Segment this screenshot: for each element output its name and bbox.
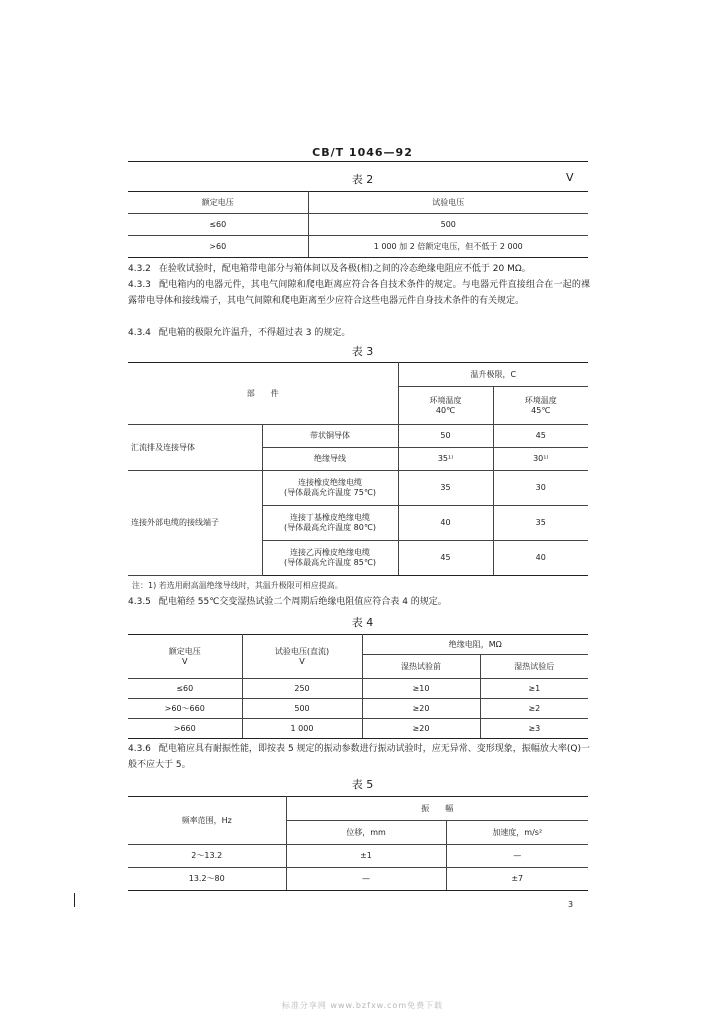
clause-text: 配电箱内的电器元件，其电气间隙和爬电距离应符合各自技术条件的规定。与电器元件直接组合在一起的裸露带电导体和接线端子，其电气间隙和爬电距离至少应符合这些电器元件自身技术条件的有关规定。 <box>128 280 590 306</box>
table5-header-displacement: 位移，mm <box>286 821 446 845</box>
table-cell: 500 <box>242 699 362 719</box>
table-cell: 40 <box>398 506 493 541</box>
table-cell: ≤60 <box>128 679 242 699</box>
table-cell: 带状铜导体 <box>262 425 398 448</box>
table-cell: 绝缘导线 <box>262 448 398 471</box>
table4-header-test-voltage <box>242 635 362 679</box>
table-cell: ≥20 <box>362 699 480 719</box>
cable-type: 连接丁基橡皮绝缘电缆 <box>290 513 370 522</box>
ambient-label: 环境温度 <box>524 395 557 405</box>
table3-ambient-40 <box>398 387 493 425</box>
header-rule <box>128 161 588 162</box>
table-cell: 50 <box>398 425 493 448</box>
ambient-value: 40℃ <box>435 405 456 415</box>
table-cell: 1 000 加 2 倍额定电压，但不低于 2 000 <box>308 236 588 258</box>
page-number: 3 <box>568 900 574 909</box>
clause-text: 配电箱应具有耐振性能，即按表 5 规定的振动参数进行振动试验时，应无异常、变形现象，振幅放大率(Q)一般不应大于 5。 <box>128 744 590 770</box>
table2-caption: 表 2 <box>351 173 374 186</box>
header-line: 额定电压 <box>168 646 201 656</box>
table-cell <box>262 506 398 541</box>
clause-number: 4.3.5 <box>128 597 151 607</box>
cable-temp: (导体最高允许温度 75℃) <box>284 488 376 497</box>
table-row <box>128 425 588 448</box>
clause-text: 配电箱的极限允许温升，不得超过表 3 的规定。 <box>158 328 351 338</box>
table2-unit: V <box>566 171 574 184</box>
clause-number: 4.3.2 <box>128 264 151 274</box>
table4-header-before: 湿热试验前 <box>362 655 480 679</box>
table-cell: 30 <box>493 471 588 506</box>
footer-watermark: 标准分享网 www.bzfxw.com免费下载 <box>281 1001 444 1010</box>
clause-number: 4.3.4 <box>128 328 151 338</box>
cable-type: 连接乙丙橡皮绝缘电缆 <box>290 548 370 557</box>
table3-group-busbar: 汇流排及连接导体 <box>128 425 262 471</box>
table-cell: >60 <box>128 236 308 258</box>
table-cell: 13.2～80 <box>128 868 286 891</box>
ambient-label: 环境温度 <box>429 395 462 405</box>
clause-text: 在验收试验时，配电箱带电部分与箱体间以及各极(相)之间的冷态绝缘电阻应不低于 20 MΩ。 <box>158 264 531 274</box>
table-cell: 45 <box>398 541 493 576</box>
clause-4-3-2 <box>128 262 590 278</box>
table-cell: >60～660 <box>128 699 242 719</box>
table-cell: 40 <box>493 541 588 576</box>
table-cell: ±7 <box>446 868 588 891</box>
header-line: 试验电压(直流) <box>274 646 330 656</box>
margin-mark <box>74 893 75 907</box>
table-row <box>128 236 588 258</box>
table-cell: 500 <box>308 214 588 236</box>
table-cell: ≥2 <box>480 699 588 719</box>
table3-ambient-45 <box>493 387 588 425</box>
table5-header-amplitude: 振 幅 <box>286 797 588 821</box>
table-2 <box>128 191 588 258</box>
table-cell: >660 <box>128 719 242 739</box>
clause-text: 配电箱经 55℃交变湿热试验二个周期后绝缘电阻值应符合表 4 的规定。 <box>158 597 447 607</box>
table-cell: — <box>446 845 588 868</box>
header-unit: V <box>182 656 188 666</box>
clause-4-3-5 <box>128 595 590 611</box>
table5-header-frequency: 频率范围，Hz <box>128 797 286 845</box>
clause-number: 4.3.3 <box>128 280 151 290</box>
table-cell: 250 <box>242 679 362 699</box>
table3-group-terminals: 连接外部电缆的接线端子 <box>128 471 262 576</box>
table4-header-insulation: 绝缘电阻，MΩ <box>362 635 588 655</box>
table2-header-test-voltage: 试验电压 <box>308 192 588 214</box>
table-row <box>128 679 588 699</box>
table-row <box>128 214 588 236</box>
table-cell <box>262 471 398 506</box>
ambient-value: 45℃ <box>531 405 551 415</box>
table2-header-rated-voltage: 额定电压 <box>128 192 308 214</box>
table-cell <box>262 541 398 576</box>
table-3 <box>128 362 588 576</box>
table-cell: ≥3 <box>480 719 588 739</box>
clause-4-3-4 <box>128 326 590 342</box>
table-cell: ≥20 <box>362 719 480 739</box>
cable-temp: (导体最高允许温度 80℃) <box>284 523 376 532</box>
table5-header-acceleration: 加速度，m/s² <box>446 821 588 845</box>
table-row <box>128 699 588 719</box>
table-row <box>128 845 588 868</box>
clause-number: 4.3.6 <box>128 744 151 754</box>
table4-caption: 表 4 <box>351 616 374 629</box>
cable-temp: (导体最高允许温度 85℃) <box>284 558 376 567</box>
table-row <box>128 471 588 506</box>
clause-4-3-6 <box>128 742 590 773</box>
clause-4-3-3 <box>128 278 590 309</box>
standard-code: CB/T 1046—92 <box>312 146 413 159</box>
table-cell: — <box>286 868 446 891</box>
table-5 <box>128 796 588 891</box>
table-cell: 2～13.2 <box>128 845 286 868</box>
table-4 <box>128 634 588 739</box>
table4-header-after: 湿热试验后 <box>480 655 588 679</box>
table3-caption: 表 3 <box>351 345 374 358</box>
table-cell: 35 <box>398 471 493 506</box>
table-cell: 35¹⁾ <box>398 448 493 471</box>
table5-caption: 表 5 <box>351 778 374 791</box>
table-cell: 30¹⁾ <box>493 448 588 471</box>
table-row <box>128 868 588 891</box>
table-cell: 35 <box>493 506 588 541</box>
table4-header-rated-voltage <box>128 635 242 679</box>
table3-header-temp-rise: 温升极限，C <box>398 363 588 387</box>
table3-note: 注：1) 若选用耐高温绝缘导线时，其温升极限可相应提高。 <box>132 581 343 590</box>
table-cell: ±1 <box>286 845 446 868</box>
table-cell: 45 <box>493 425 588 448</box>
table-row <box>128 719 588 739</box>
cable-type: 连接橡皮绝缘电缆 <box>298 478 362 487</box>
header-unit: V <box>299 656 305 666</box>
table-cell: ≤60 <box>128 214 308 236</box>
table-cell: ≥1 <box>480 679 588 699</box>
table3-header-part: 部 件 <box>128 363 398 425</box>
table-cell: 1 000 <box>242 719 362 739</box>
table-cell: ≥10 <box>362 679 480 699</box>
